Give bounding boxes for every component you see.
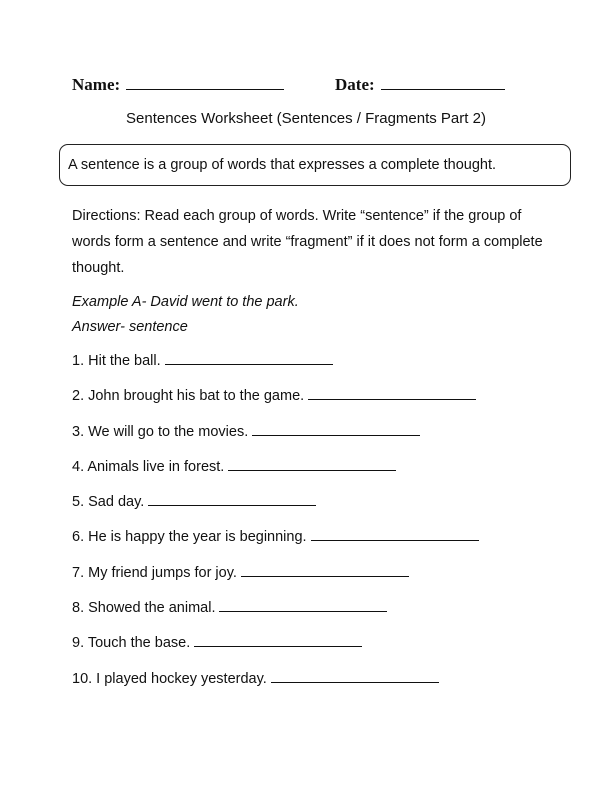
answer-line[interactable] — [165, 350, 333, 365]
question-list — [72, 348, 542, 701]
question-item — [72, 524, 542, 559]
answer-line[interactable] — [241, 562, 409, 577]
question-item — [72, 560, 542, 595]
name-label: Name: — [72, 75, 121, 94]
example-answer: Answer- sentence — [72, 319, 188, 335]
answer-line[interactable] — [311, 526, 479, 541]
answer-line[interactable] — [308, 385, 476, 400]
definition-box — [59, 144, 571, 186]
worksheet-header — [72, 74, 542, 96]
answer-line[interactable] — [148, 491, 316, 506]
question-item — [72, 454, 542, 489]
question-item — [72, 595, 542, 630]
name-blank-line[interactable] — [126, 74, 284, 90]
question-item — [72, 348, 542, 383]
question-text: 3. We will go to the movies. — [72, 423, 249, 440]
example-block — [72, 290, 299, 340]
question-item — [72, 489, 542, 524]
date-field — [335, 74, 505, 95]
date-blank-line[interactable] — [381, 74, 505, 90]
question-text: 7. My friend jumps for joy. — [72, 564, 237, 581]
question-item — [72, 666, 542, 701]
question-text: 6. He is happy the year is beginning. — [72, 529, 307, 546]
answer-line[interactable] — [252, 421, 420, 436]
question-item — [72, 419, 542, 454]
question-text: 10. I played hockey yesterday. — [72, 670, 267, 687]
worksheet-title: Sentences Worksheet (Sentences / Fragments Part 2) — [126, 110, 486, 127]
question-text: 5. Sad day. — [72, 494, 145, 511]
question-text: 1. Hit the ball. — [72, 353, 161, 369]
question-text: 4. Animals live in forest. — [72, 458, 225, 475]
example-prompt: Example A- David went to the park. — [72, 294, 299, 310]
question-item — [72, 383, 542, 418]
answer-line[interactable] — [271, 668, 439, 683]
date-label: Date: — [335, 75, 375, 94]
answer-line[interactable] — [228, 456, 396, 471]
answer-line[interactable] — [194, 632, 362, 647]
directions-text: Directions: Read each group of words. Write “sentence” if the group of words form a sentence and write “fragment” if it does not form a complete thought. — [72, 208, 543, 276]
question-text: 9. Touch the base. — [72, 635, 191, 652]
question-item — [72, 630, 542, 665]
name-field — [72, 74, 284, 95]
definition-text: A sentence is a group of words that expresses a complete thought. — [68, 157, 497, 173]
question-text: 2. John brought his bat to the game. — [72, 388, 305, 405]
answer-line[interactable] — [219, 597, 387, 612]
question-text: 8. Showed the animal. — [72, 600, 216, 617]
